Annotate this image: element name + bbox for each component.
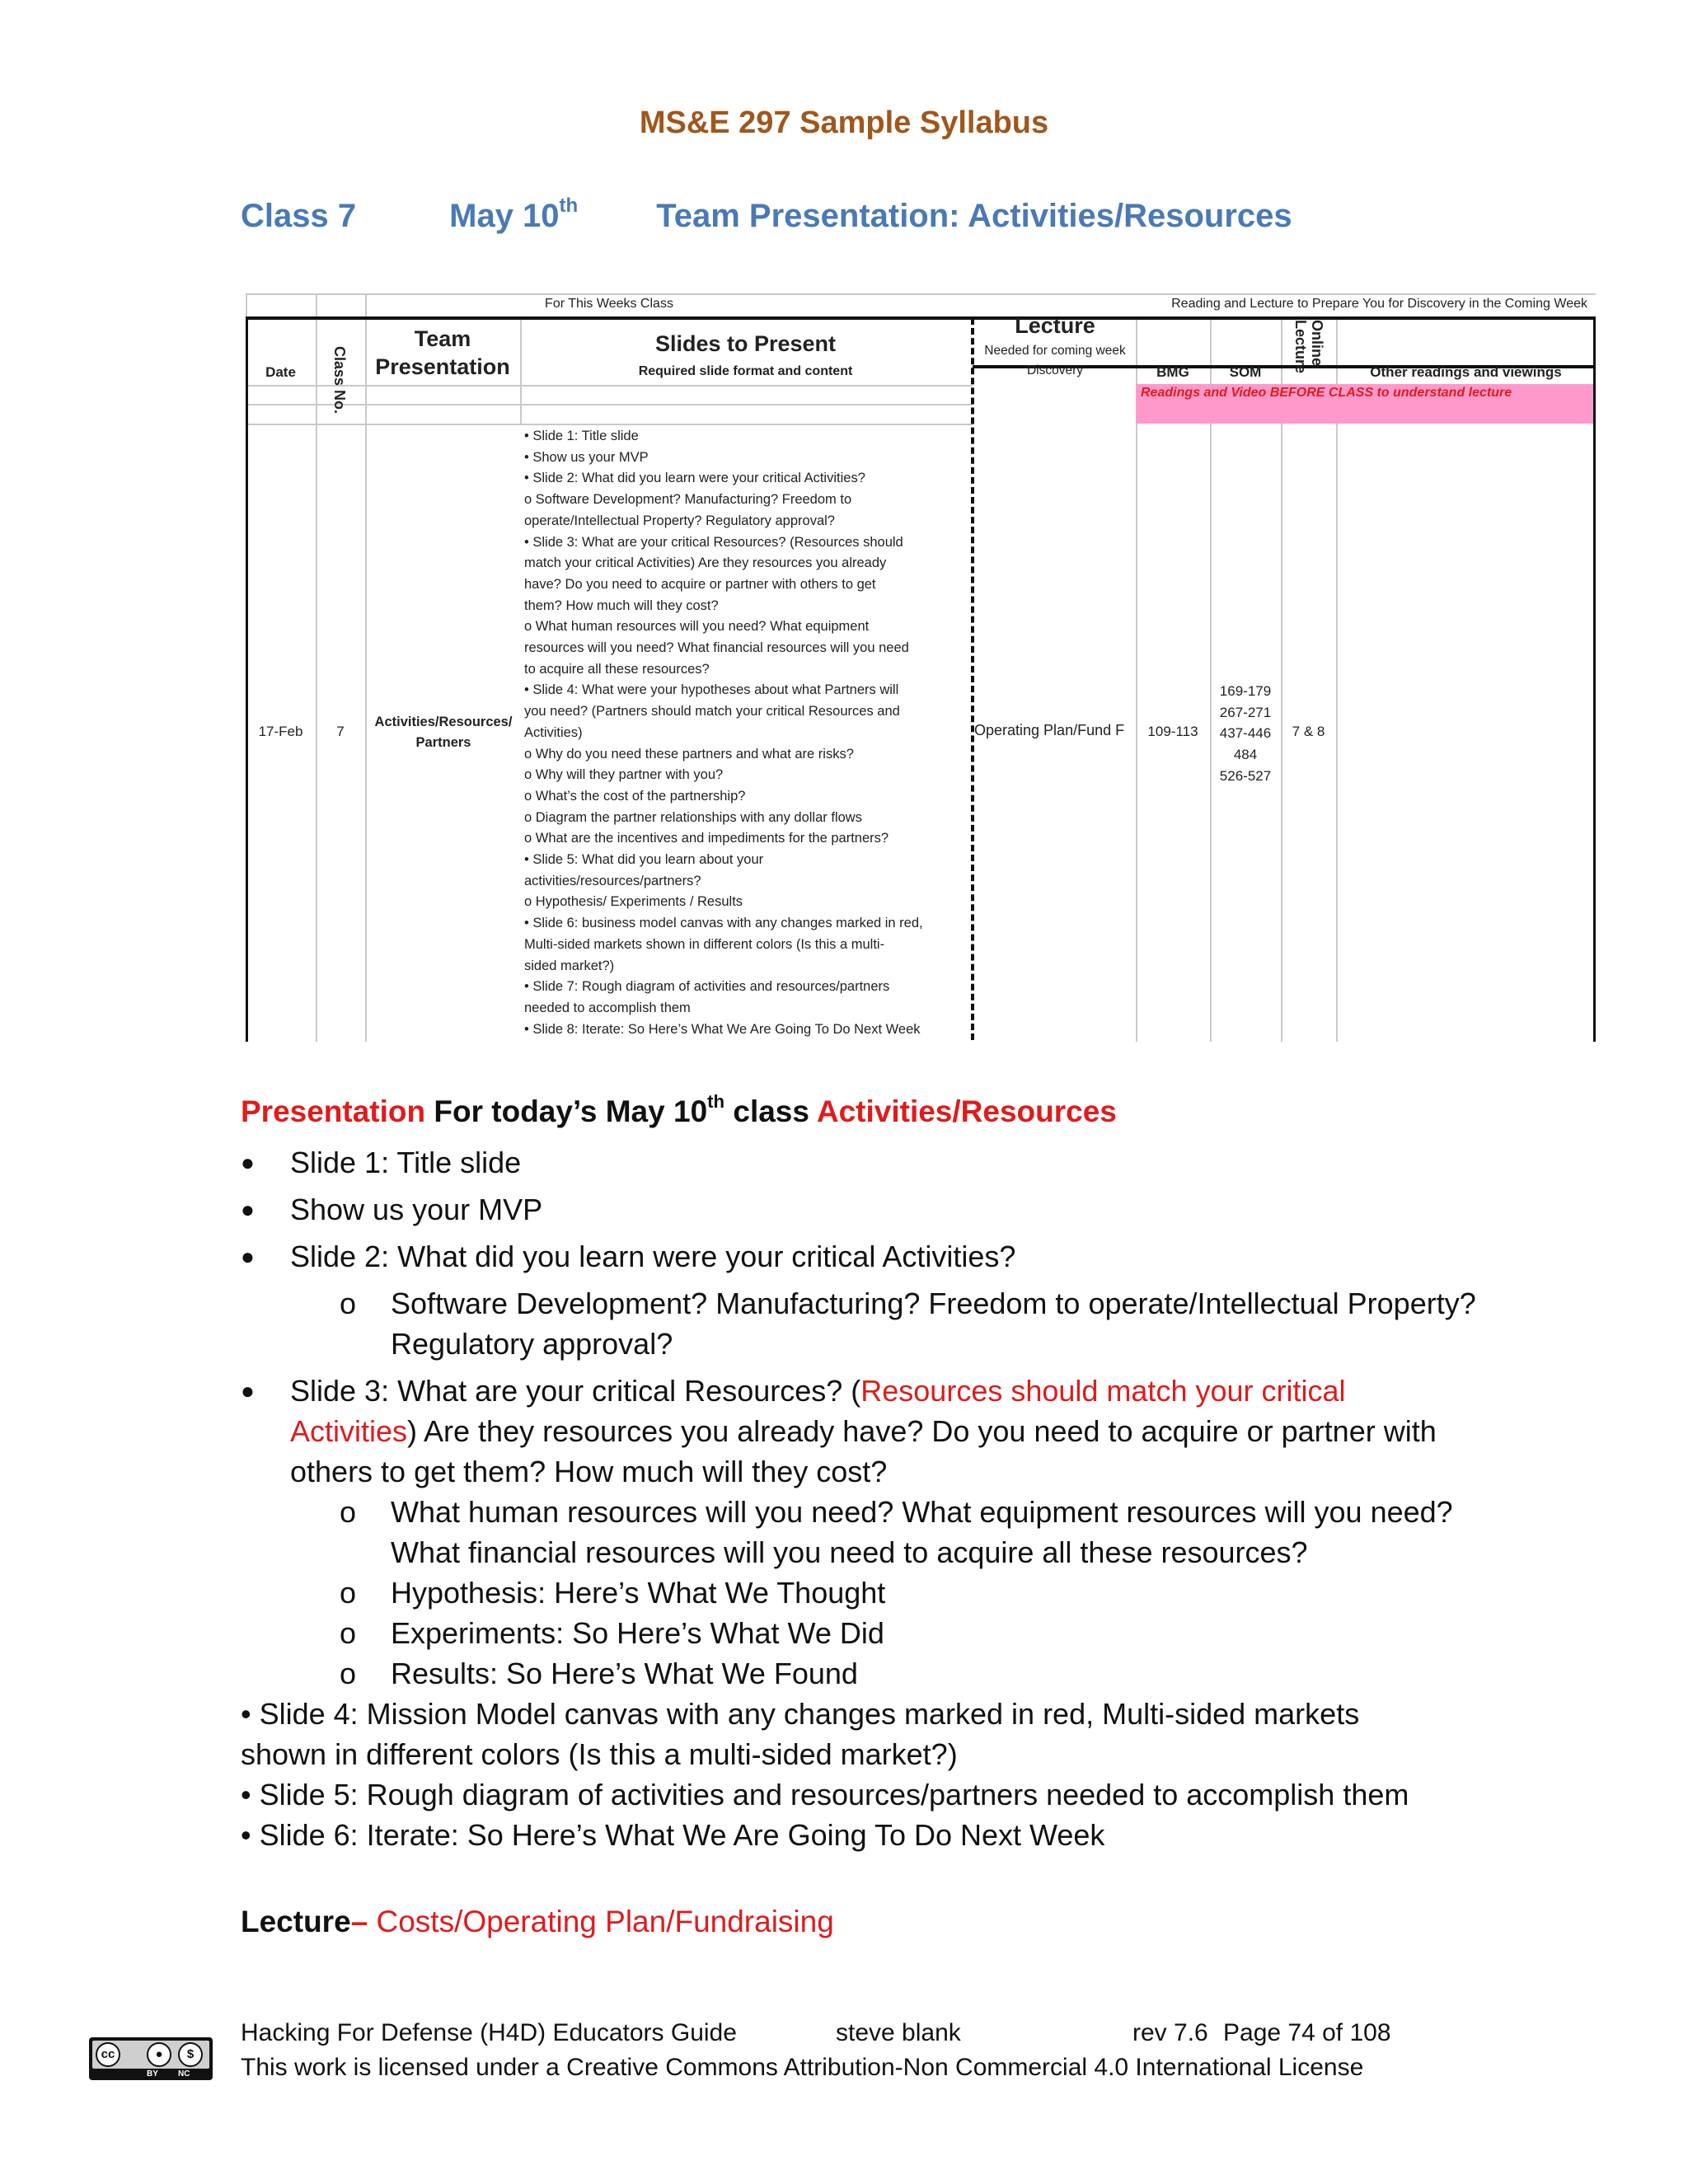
class-heading bbox=[241, 194, 1292, 235]
grid-line bbox=[1136, 318, 1137, 1042]
presentation-heading bbox=[241, 1091, 1117, 1129]
footer-license: This work is licensed under a Creative Commons Attribution-Non Commercial 4.0 International License bbox=[241, 2054, 1364, 2081]
slide-line: • Slide 1: Title slide bbox=[524, 429, 639, 443]
slide3-text-b: ) Are they resources you already have? Do you need to acquire or partner with others to get them? How much will they cost? bbox=[290, 1414, 1437, 1488]
slide-line: operate/Intellectual Property? Regulatory approval? bbox=[524, 513, 835, 528]
grid-line bbox=[246, 293, 1596, 295]
cc-license-badge bbox=[89, 2037, 213, 2080]
col-date: Date bbox=[265, 364, 296, 380]
slide-line: • Slide 6: business model canvas with any changes marked in red, bbox=[524, 916, 923, 931]
list-item: o Hypothesis: Here’s What We Thought bbox=[241, 1572, 1477, 1613]
readings-note-bg2 bbox=[1136, 404, 1593, 424]
slide-line: o What human resources will you need? What equipment bbox=[524, 619, 870, 635]
presentation-heading-sup: th bbox=[707, 1091, 725, 1113]
lecture-topic: Costs/Operating Plan/Fundraising bbox=[368, 1905, 834, 1938]
list-item bbox=[241, 1371, 1461, 1492]
slide-line: Activities) bbox=[524, 724, 583, 740]
row-bmg: 109-113 bbox=[1147, 724, 1198, 739]
left-border bbox=[246, 316, 248, 1042]
slide-line: o Diagram the partner relationships with any dollar flows bbox=[524, 809, 862, 825]
slide-line: o Why will they partner with you? bbox=[524, 767, 724, 783]
badge-by-label: BY bbox=[147, 2069, 158, 2079]
badge-nc-label: NC bbox=[178, 2069, 190, 2079]
col-other: Other readings and viewings bbox=[1370, 364, 1562, 380]
list-item: o Software Development? Manufacturing? Freedom to operate/Intellectual Property? Regulatory approval? bbox=[241, 1283, 1528, 1364]
slide-line: o Software Development? Manufacturing? Freedom to bbox=[524, 492, 852, 508]
attribution-icon: ● bbox=[147, 2042, 171, 2067]
slide-line: activities/resources/partners? bbox=[524, 873, 701, 888]
slide3-text-red: Resources should match your critical Activities bbox=[290, 1374, 1346, 1448]
list-item: • Slide 6: Iterate: So Here’s What We Are Going To Do Next Week bbox=[241, 1818, 1105, 1852]
list-item: ● Slide 2: What did you learn were your critical Activities? bbox=[241, 1236, 1477, 1277]
col-som: SOM bbox=[1229, 364, 1262, 380]
dashed-divider bbox=[971, 318, 974, 1040]
row-team-presentation: Activities/Resources/ Partners bbox=[374, 715, 513, 750]
col-lecture-sub: Needed for coming week Discovery bbox=[984, 344, 1126, 377]
grid-line bbox=[1281, 318, 1282, 1042]
class-topic: Team Presentation: Activities/Resources bbox=[656, 198, 1292, 234]
list-item: o Experiments: So Here’s What We Did bbox=[241, 1613, 1477, 1653]
slide-line: resources will you need? What financial resources will you need bbox=[524, 640, 909, 656]
som-range: 169-179 bbox=[1219, 683, 1272, 699]
presentation-heading-red: Presentation bbox=[241, 1094, 426, 1128]
slide-line: • Slide 3: What are your critical Resources? (Resources should bbox=[524, 534, 903, 550]
row-date: 17-Feb bbox=[258, 724, 303, 739]
slide-line: o What’s the cost of the partnership? bbox=[524, 788, 746, 804]
class-date-sup: th bbox=[559, 194, 579, 217]
class-date bbox=[449, 194, 647, 235]
presentation-bullets bbox=[241, 1142, 1477, 1855]
slide-line: to acquire all these resources? bbox=[524, 661, 710, 677]
row-lecture: Operating Plan/Fund F bbox=[974, 722, 1125, 738]
banner-right: Reading and Lecture to Prepare You for Discovery in the Coming Week bbox=[1171, 297, 1587, 311]
grid-line bbox=[246, 404, 973, 405]
slide-line: needed to accomplish them bbox=[524, 1000, 691, 1015]
som-range: 267-271 bbox=[1219, 704, 1272, 720]
footer-rev: rev 7.6 bbox=[1132, 2019, 1208, 2046]
col-class-no: Class No. bbox=[331, 346, 348, 415]
footer-row bbox=[241, 2016, 1391, 2050]
row-class-no: 7 bbox=[336, 724, 345, 739]
list-item: • Slide 5: Rough diagram of activities and resources/partners needed to accomplish them bbox=[241, 1778, 1409, 1811]
footer-author: steve blank bbox=[836, 2019, 961, 2046]
slide-line: you need? (Partners should match your critical Resources and bbox=[524, 704, 900, 719]
cc-badge-inner bbox=[92, 2041, 209, 2069]
grid-line bbox=[316, 293, 317, 1042]
slide-line: Multi-sided markets shown in different colors (Is this a multi- bbox=[524, 936, 885, 952]
list-item: o Results: So Here’s What We Found bbox=[241, 1653, 1477, 1694]
class-label: Class 7 bbox=[241, 198, 357, 234]
presentation-heading-after: class bbox=[724, 1094, 817, 1128]
slide-line: have? Do you need to acquire or partner with others to get bbox=[524, 576, 876, 592]
slide-line: • Show us your MVP bbox=[524, 449, 649, 465]
grid-line bbox=[1210, 318, 1212, 1042]
slide-line: • Slide 2: What did you learn were your critical Activities? bbox=[524, 471, 865, 486]
slide-line: o Why do you need these partners and what are risks? bbox=[524, 746, 854, 762]
som-range: 526-527 bbox=[1219, 767, 1272, 784]
som-range: 484 bbox=[1233, 747, 1258, 763]
col-slides: Slides to Present bbox=[654, 331, 837, 356]
footer-guide: Hacking For Defense (H4D) Educators Guide bbox=[241, 2019, 737, 2046]
slide-line: them? How much will they cost? bbox=[524, 598, 719, 613]
cc-icon: cc bbox=[96, 2042, 120, 2067]
slide-line: • Slide 4: What were your hypotheses about what Partners will bbox=[524, 682, 899, 698]
slide-line: • Slide 8: Iterate: So Here’s What We Are Going To Do Next Week bbox=[524, 1021, 921, 1037]
col-online-lecture: Online Lecture bbox=[1292, 320, 1325, 374]
banner-left: For This Weeks Class bbox=[545, 297, 673, 311]
lecture-label: Lecture bbox=[241, 1905, 351, 1938]
grid-line bbox=[246, 385, 973, 387]
footer-page: Page 74 of 108 bbox=[1223, 2019, 1391, 2046]
list-item: ● Show us your MVP bbox=[241, 1189, 1477, 1230]
col-slides-sub: Required slide format and content bbox=[638, 364, 853, 378]
slide-line: o Hypothesis/ Experiments / Results bbox=[524, 894, 743, 910]
lecture-line bbox=[241, 1905, 834, 1939]
grid-line bbox=[365, 293, 367, 1042]
row-online-lecture: 7 & 8 bbox=[1292, 724, 1325, 739]
right-border bbox=[1593, 316, 1596, 1042]
presentation-heading-red2: Activities/Resources bbox=[816, 1094, 1117, 1128]
footer bbox=[241, 2016, 1391, 2085]
schedule-table bbox=[246, 293, 1596, 1042]
som-range: 437-446 bbox=[1219, 725, 1272, 742]
document-title: MS&E 297 Sample Syllabus bbox=[639, 105, 1049, 140]
list-item: • Slide 4: Mission Model canvas with any changes marked in red, Multi-sided markets shown in different colors (Is this a multi-sided market?) bbox=[241, 1697, 1360, 1771]
lecture-dash: – bbox=[350, 1905, 368, 1938]
slide-line: o What are the incentives and impediments for the partners? bbox=[524, 831, 889, 846]
row-som bbox=[1210, 681, 1281, 787]
slide-line: sided market?) bbox=[524, 958, 615, 973]
slide3-text-a: Slide 3: What are your critical Resources? ( bbox=[290, 1374, 861, 1408]
list-item: ● Slide 1: Title slide bbox=[241, 1142, 1477, 1183]
col-lecture: Lecture bbox=[1015, 313, 1095, 338]
list-item: o What human resources will you need? What equipment resources will you need? What financial resources will you need to acquire all these resources? bbox=[241, 1492, 1512, 1572]
slide-line: • Slide 5: What did you learn about your bbox=[524, 852, 764, 868]
readings-note: Readings and Video BEFORE CLASS to understand lecture bbox=[1141, 386, 1512, 400]
col-team-presentation: Team Presentation bbox=[375, 326, 510, 379]
col-bmg: BMG bbox=[1156, 364, 1189, 380]
slide-line: match your critical Activities) Are they resources you already bbox=[524, 555, 887, 571]
class-date-text: May 10 bbox=[449, 198, 560, 234]
slide-line: • Slide 7: Rough diagram of activities and resources/partners bbox=[524, 979, 890, 995]
presentation-heading-mid: For today’s May 10 bbox=[425, 1094, 708, 1128]
grid-line bbox=[1336, 318, 1338, 1042]
slides-list bbox=[524, 426, 969, 1040]
noncommercial-icon: $ bbox=[178, 2042, 203, 2067]
grid-line bbox=[246, 424, 973, 425]
header-top-border bbox=[246, 316, 1596, 320]
